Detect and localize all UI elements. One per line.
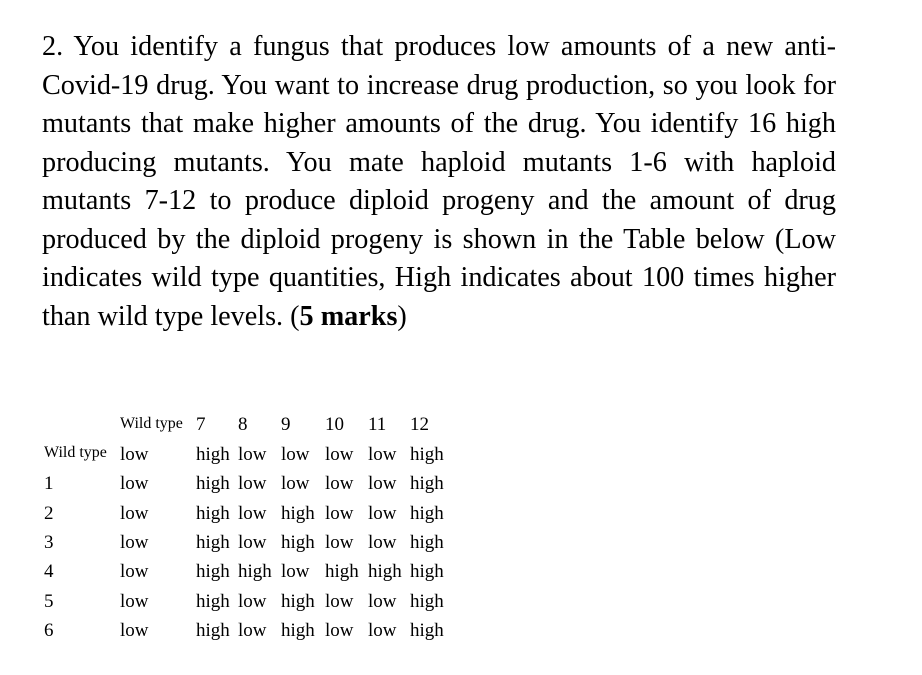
table-cell: high [196, 444, 230, 465]
table-cell: low [325, 502, 354, 524]
table-cell: high [196, 531, 230, 553]
table-cell: low [120, 531, 149, 553]
table-cell: high [196, 619, 230, 641]
table-cell: high [281, 590, 315, 612]
table-cell: low [238, 531, 267, 553]
table-cell: low [368, 502, 397, 524]
table-cell: low [120, 473, 149, 495]
row-header: 4 [44, 561, 54, 583]
row-header: 2 [44, 502, 54, 524]
question-paragraph [42, 28, 836, 336]
table-cell: low [120, 444, 149, 465]
table-cell: high [281, 502, 315, 524]
table-cell: high [281, 619, 315, 641]
question-body: You identify a fungus that produces low amounts of a new anti-Covid-19 drug. You want to increase drug production, so you look for mutants that make higher amounts of the drug. You identify 16 high producing mutants. You mate haploid mutants 1-6 with haploid mutants 7-12 to produce diploid progeny and the amount of drug produced by the diploid progeny is shown in the Table below (Low indicates wild type quantities, High indicates about 100 times higher than wild type levels. ( [42, 31, 836, 332]
table-cell: low [281, 473, 310, 495]
table-cell: low [120, 502, 149, 524]
table-cell: high [325, 561, 359, 583]
table-cell: low [368, 473, 397, 495]
table-cell: low [368, 590, 397, 612]
table-cell: low [238, 473, 267, 495]
row-header: 3 [44, 531, 54, 553]
row-header: 1 [44, 473, 54, 495]
table-cell: high [410, 590, 444, 612]
table-cell: high [410, 561, 444, 583]
table-cell: low [238, 502, 267, 524]
table-cell: high [368, 561, 402, 583]
table-cell: high [196, 502, 230, 524]
column-header: 12 [410, 414, 429, 435]
table-cell: high [196, 590, 230, 612]
column-header: 9 [281, 414, 291, 435]
table-cell: high [196, 561, 230, 583]
table-cell: high [410, 619, 444, 641]
table-cell: high [238, 561, 272, 583]
column-header: 7 [196, 414, 206, 435]
table-cell: low [120, 619, 149, 641]
table-cell: low [325, 531, 354, 553]
table-cell: low [238, 444, 267, 465]
table-cell: low [368, 444, 397, 465]
table-cell: low [325, 590, 354, 612]
table-cell: high [410, 473, 444, 495]
table-cell: high [410, 444, 444, 465]
table-cell: low [325, 473, 354, 495]
column-header: Wild type [120, 415, 183, 432]
question-number: 2. [42, 31, 74, 62]
column-header: 11 [368, 414, 387, 435]
column-header: 8 [238, 414, 248, 435]
table-cell: low [281, 444, 310, 465]
table-cell: low [281, 561, 310, 583]
table-cell: high [196, 473, 230, 495]
table-cell: low [120, 590, 149, 612]
table-cell: low [238, 619, 267, 641]
table-cell: high [281, 531, 315, 553]
row-header: Wild type [44, 444, 107, 461]
table-cell: low [325, 444, 354, 465]
table-cell: low [120, 561, 149, 583]
row-header: 5 [44, 590, 54, 612]
table-cell: high [410, 502, 444, 524]
table-cell: low [238, 590, 267, 612]
column-header: 10 [325, 414, 344, 435]
table-cell: high [410, 531, 444, 553]
row-header: 6 [44, 619, 54, 641]
table-cell: low [368, 619, 397, 641]
table-cell: low [325, 619, 354, 641]
question-close: ) [397, 300, 407, 332]
marks-label: 5 marks [299, 300, 398, 332]
table-cell: low [368, 531, 397, 553]
